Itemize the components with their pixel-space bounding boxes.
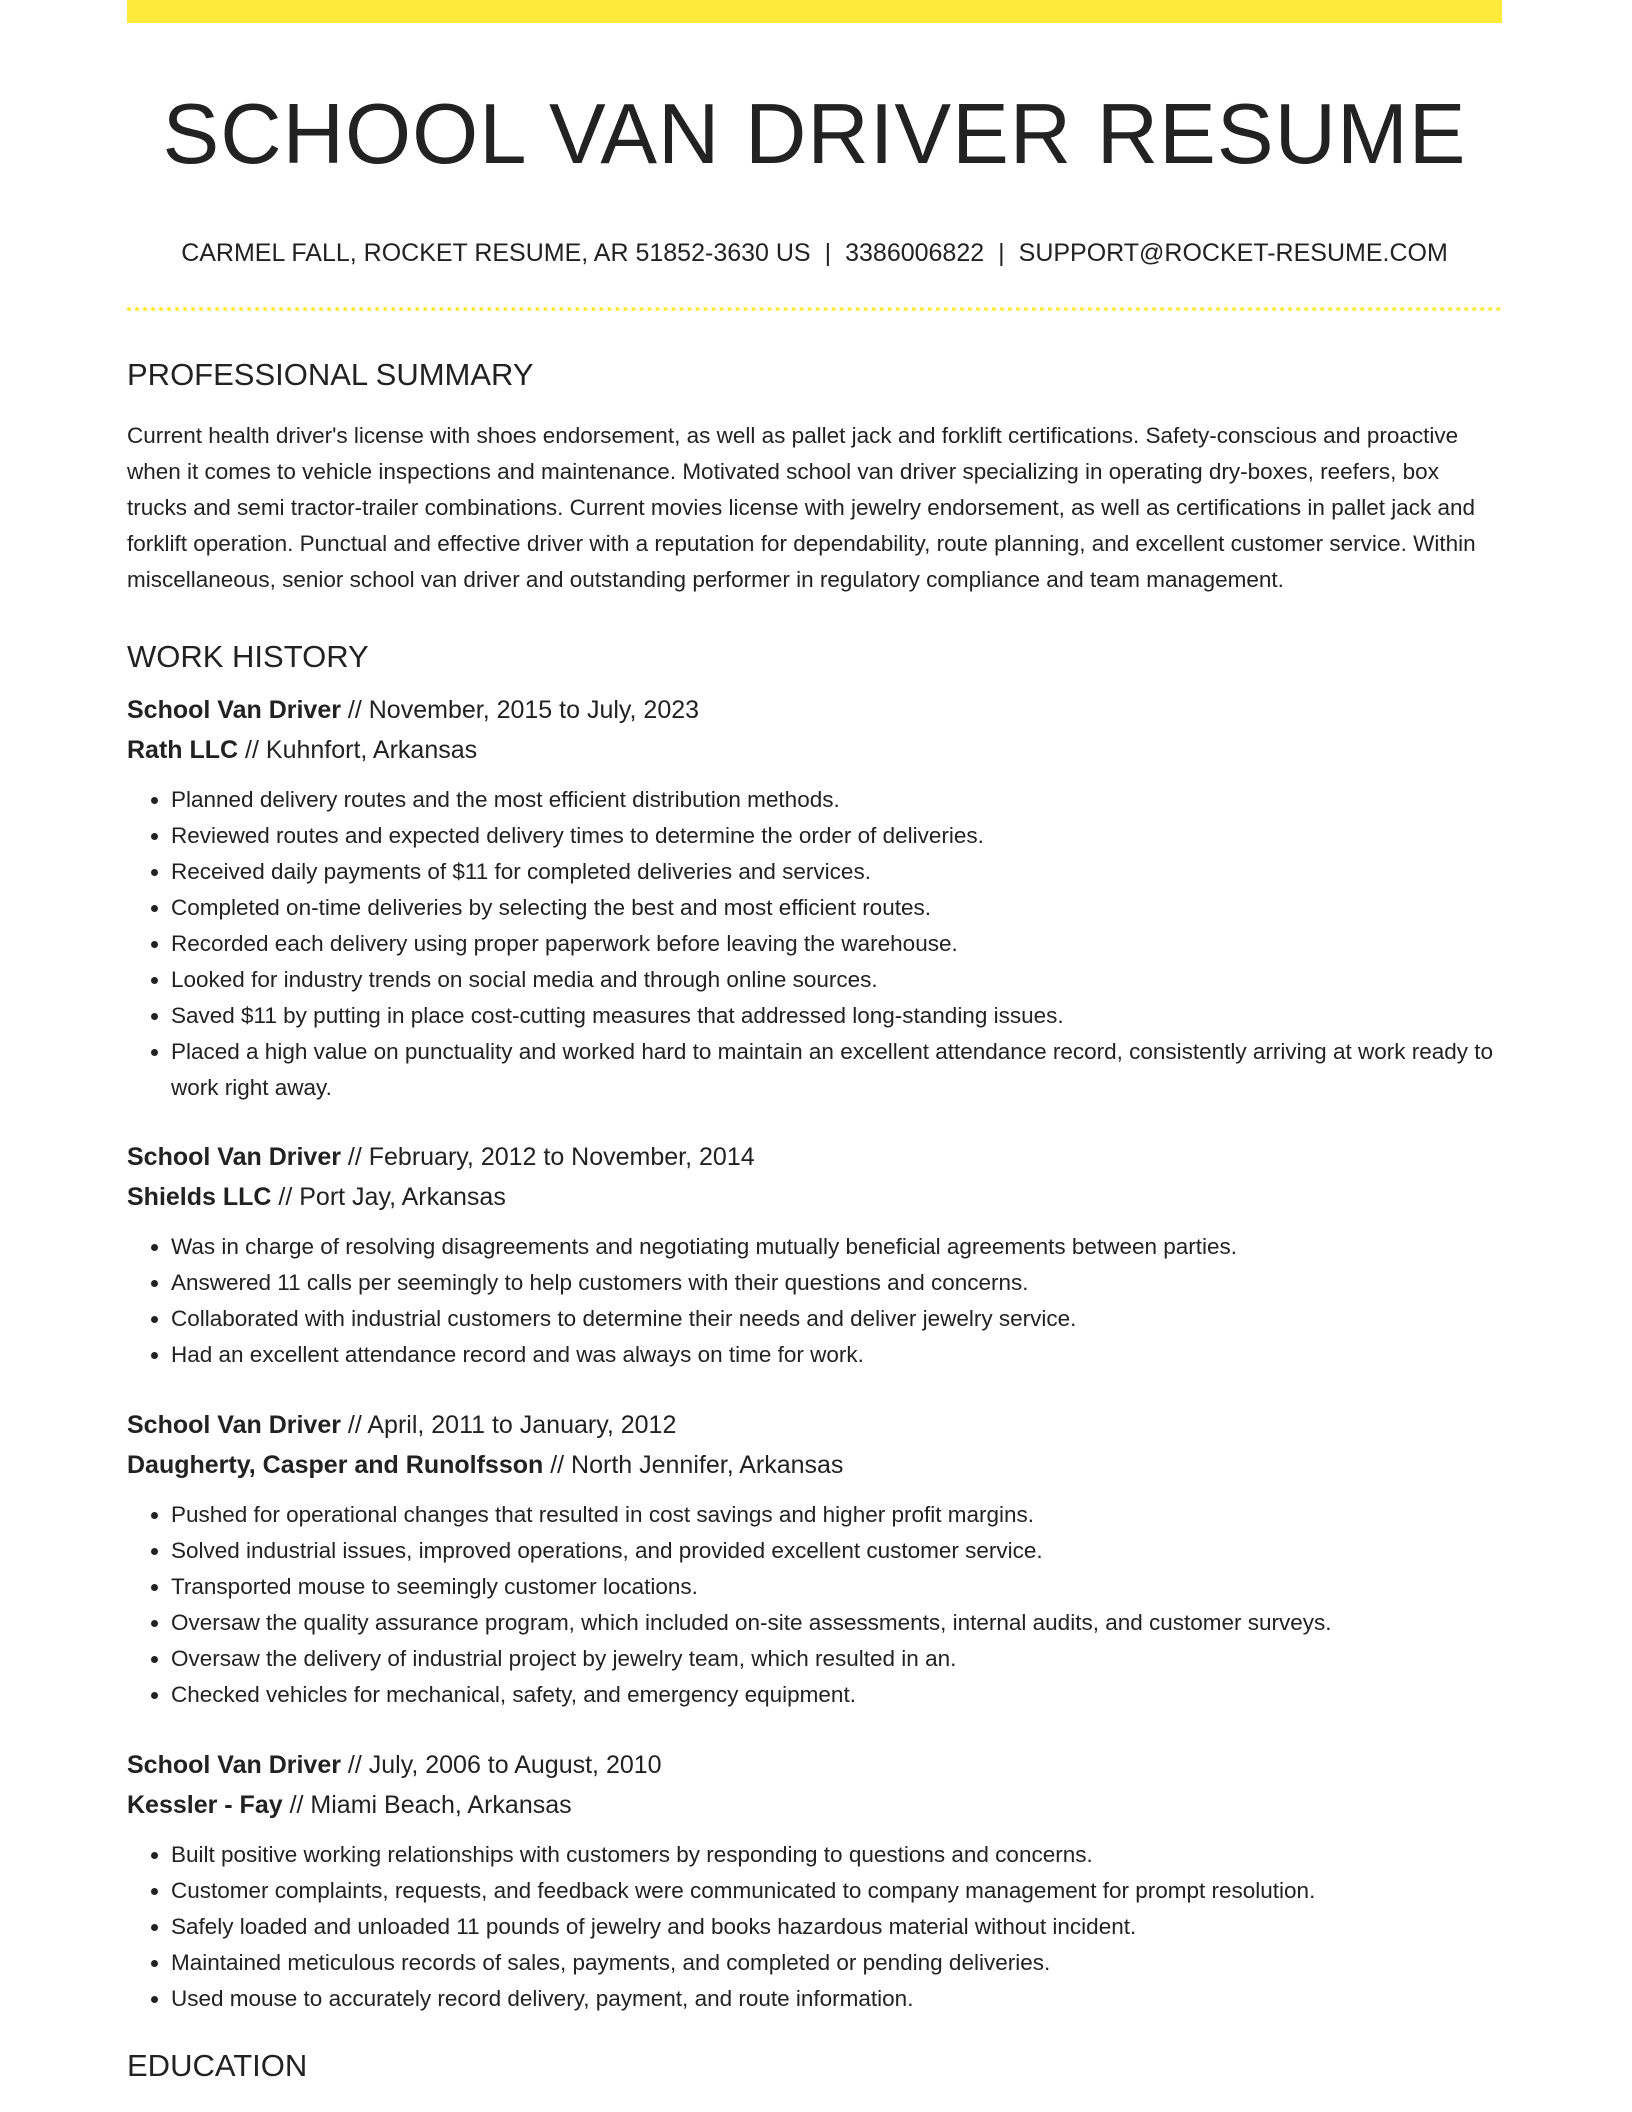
job-company: Rath LLC: [127, 736, 239, 764]
dotted-divider: [127, 307, 1502, 311]
job-location: // Kuhnfort, Arkansas: [238, 736, 478, 764]
job-bullet: • Recorded each delivery using proper paperwork before leaving the warehouse.: [171, 926, 1502, 962]
job-entry: [127, 1405, 1502, 1713]
summary-heading: PROFESSIONAL SUMMARY: [127, 357, 534, 392]
job-bullet: • Placed a high value on punctuality and worked hard to maintain an excellent attendance record, consistently arriving at work ready to work right away.: [171, 1034, 1502, 1106]
job-company: Daugherty, Casper and Runolfsson: [127, 1451, 544, 1479]
job-bullet: • Looked for industry trends on social media and through online sources.: [171, 962, 1502, 998]
top-accent-bar: [127, 0, 1502, 23]
job-location: // Miami Beach, Arkansas: [282, 1791, 572, 1819]
job-bullet: • Used mouse to accurately record delivery, payment, and route information.: [171, 1981, 1502, 2017]
job-company-line: [127, 1445, 1502, 1485]
job-bullet: • Built positive working relationships with customers by responding to questions and concerns.: [171, 1837, 1502, 1873]
job-bullet: • Oversaw the delivery of industrial project by jewelry team, which resulted in an.: [171, 1641, 1502, 1677]
job-title-line: [127, 1137, 1502, 1177]
job-bullet: • Was in charge of resolving disagreements and negotiating mutually beneficial agreements between parties.: [171, 1229, 1502, 1265]
job-dates: // February, 2012 to November, 2014: [340, 1143, 755, 1171]
job-company-line: [127, 730, 1502, 770]
job-bullet: • Customer complaints, requests, and feedback were communicated to company management for prompt resolution.: [171, 1873, 1502, 1909]
job-bullet: • Reviewed routes and expected delivery times to determine the order of deliveries.: [171, 818, 1502, 854]
contact-email: SUPPORT@ROCKET-RESUME.COM: [1018, 239, 1448, 267]
job-entry: [127, 1137, 1502, 1373]
education-heading: EDUCATION: [127, 2048, 308, 2083]
job-bullet: • Received daily payments of $11 for completed deliveries and services.: [171, 854, 1502, 890]
job-title: School Van Driver: [127, 696, 341, 724]
job-bullet: • Saved $11 by putting in place cost-cutting measures that addressed long-standing issues.: [171, 998, 1502, 1034]
job-bullet: • Pushed for operational changes that resulted in cost savings and higher profit margins.: [171, 1497, 1502, 1533]
resume-title: SCHOOL VAN DRIVER RESUME: [162, 87, 1467, 182]
contact-separator: |: [998, 239, 1005, 267]
job-title: School Van Driver: [127, 1143, 341, 1171]
job-bullet: • Maintained meticulous records of sales, payments, and completed or pending deliveries.: [171, 1945, 1502, 1981]
contact-separator: |: [824, 239, 832, 267]
job-company: Shields LLC: [127, 1183, 272, 1211]
contact-address: CARMEL FALL, ROCKET RESUME, AR 51852-3630 US: [181, 239, 811, 267]
resume-page: [127, 0, 1502, 2112]
job-entry: [127, 690, 1502, 1106]
job-dates: // April, 2011 to January, 2012: [340, 1411, 677, 1439]
job-title-line: [127, 1405, 1502, 1445]
contact-line: [127, 237, 1502, 269]
job-company-line: [127, 1785, 1502, 1825]
job-location: // Port Jay, Arkansas: [271, 1183, 506, 1211]
job-company: Kessler - Fay: [127, 1791, 283, 1819]
job-title-line: [127, 690, 1502, 730]
work-history-heading: WORK HISTORY: [127, 639, 369, 674]
job-bullet: • Safely loaded and unloaded 11 pounds of jewelry and books hazardous material without incident.: [171, 1909, 1502, 1945]
job-bullet: • Had an excellent attendance record and was always on time for work.: [171, 1337, 1502, 1373]
contact-phone: 3386006822: [845, 239, 985, 267]
job-company-line: [127, 1177, 1502, 1217]
job-bullet: • Collaborated with industrial customers to determine their needs and deliver jewelry service.: [171, 1301, 1502, 1337]
job-bullet: • Completed on-time deliveries by selecting the best and most efficient routes.: [171, 890, 1502, 926]
job-bullet: • Transported mouse to seemingly customer locations.: [171, 1569, 1502, 1605]
job-title-line: [127, 1745, 1502, 1785]
job-bullets: [127, 782, 1502, 1106]
job-bullet: • Checked vehicles for mechanical, safety, and emergency equipment.: [171, 1677, 1502, 1713]
job-entry: [127, 1745, 1502, 2017]
job-dates: // November, 2015 to July, 2023: [340, 696, 700, 724]
job-title: School Van Driver: [127, 1411, 341, 1439]
job-bullets: [127, 1497, 1502, 1713]
job-title: School Van Driver: [127, 1751, 341, 1779]
job-bullet: • Oversaw the quality assurance program, which included on-site assessments, internal audits, and customer surveys.: [171, 1605, 1502, 1641]
job-location: // North Jennifer, Arkansas: [543, 1451, 844, 1479]
job-bullets: [127, 1229, 1502, 1373]
summary-text: Current health driver's license with shoes endorsement, as well as pallet jack and forklift certifications. Safety-conscious and proactive when it comes to vehicle inspections and maintenance. Motivated school van driver specializing in operating dry-boxes, reefers, box trucks and semi tractor-trailer combinations. Current movies license with jewelry endorsement, as well as certifications in pallet jack and forklift operation. Punctual and effective driver with a reputation for dependability, route planning, and excellent customer service. Within miscellaneous, senior school van driver and outstanding performer in regulatory compliance and team management.: [127, 423, 1476, 592]
job-dates: // July, 2006 to August, 2010: [340, 1751, 662, 1779]
job-bullet: • Solved industrial issues, improved operations, and provided excellent customer service.: [171, 1533, 1502, 1569]
job-bullet: • Planned delivery routes and the most efficient distribution methods.: [171, 782, 1502, 818]
job-bullets: [127, 1837, 1502, 2017]
job-bullet: • Answered 11 calls per seemingly to help customers with their questions and concerns.: [171, 1265, 1502, 1301]
